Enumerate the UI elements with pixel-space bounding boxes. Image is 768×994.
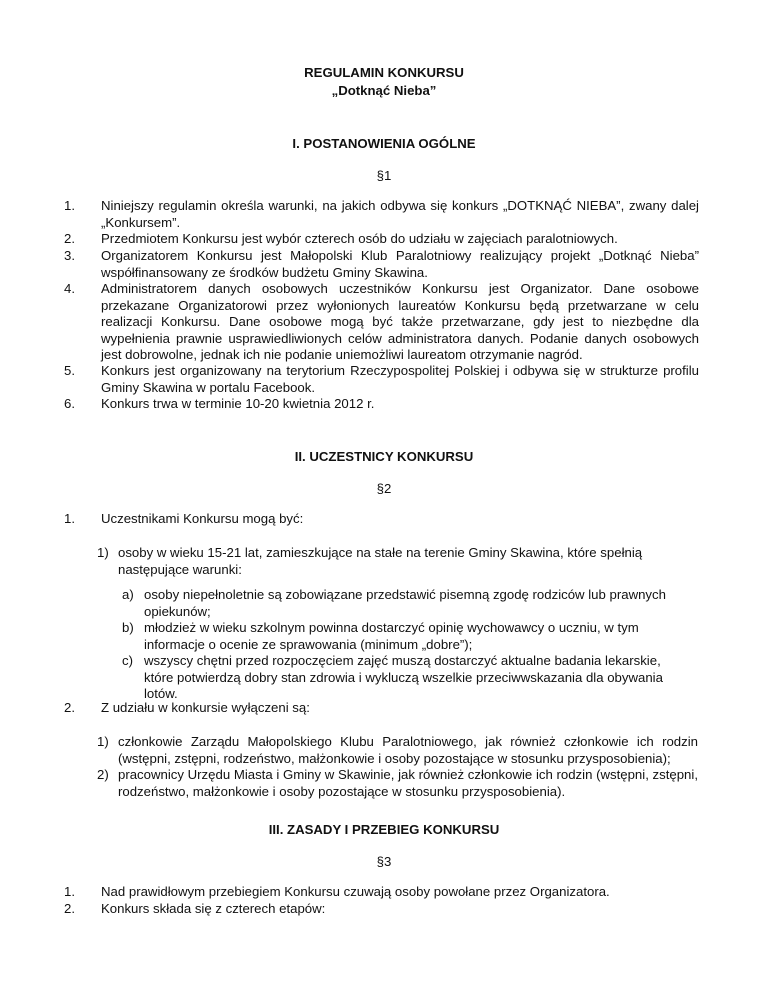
sub-list-number: 1) xyxy=(97,734,109,749)
letter-text: młodzież w wieku szkolnym powinna dostarczyć opinię wychowawcy o uczniu, w tym informacje o ocenie ze sprawowania (minimum „dobre”); xyxy=(144,620,639,652)
list-text: Uczestnikami Konkursu mogą być: xyxy=(101,511,304,526)
sub-list-item xyxy=(97,545,643,578)
document-subtitle: „Dotknąć Nieba” xyxy=(331,83,437,98)
section-2-paragraph-mark: §2 xyxy=(376,481,392,496)
list-text: Konkurs trwa w terminie 10-20 kwietnia 2012 r. xyxy=(101,396,375,411)
document-title: REGULAMIN KONKURSU xyxy=(304,65,464,80)
sub-list-text: członkowie Zarządu Małopolskiego Klubu Paralotniowego, jak również członkowie ich rodzin (wstępni, zstępni, rodzeństwo, małżonkowie i osoby pozostające w stosunku przysposobienia); xyxy=(118,734,698,766)
section-1-paragraph-mark: §1 xyxy=(376,168,392,183)
sub-list-text: osoby w wieku 15-21 lat, zamieszkujące na stałe na terenie Gminy Skawina, które spełnią następujące warunki: xyxy=(118,545,643,577)
sub-list-item xyxy=(97,767,698,800)
letter-text: osoby niepełnoletnie są zobowiązane przedstawić pisemną zgodę rodziców lub prawnych opiekunów; xyxy=(144,587,666,619)
letter-marker: b) xyxy=(122,620,134,635)
list-number: 2. xyxy=(64,231,75,246)
list-text: Konkurs jest organizowany na terytorium Rzeczypospolitej Polskiej i odbywa się w strukturze profilu Gminy Skawina w portalu Facebook. xyxy=(101,363,699,395)
list-text: Niniejszy regulamin określa warunki, na jakich odbywa się konkurs „DOTKNĄĆ NIEBA”, zwany dalej „Konkursem”. xyxy=(101,198,699,230)
letter-item xyxy=(122,620,684,653)
section-2-heading: II. UCZESTNICY KONKURSU xyxy=(294,449,474,464)
list-number: 2. xyxy=(64,901,75,916)
list-item xyxy=(64,884,699,901)
section-3-paragraph-mark: §3 xyxy=(376,854,392,869)
sub-list-number: 2) xyxy=(97,767,109,782)
list-number: 1. xyxy=(64,198,75,213)
list-number: 6. xyxy=(64,396,75,411)
list-item xyxy=(64,363,699,396)
list-number: 1. xyxy=(64,511,75,526)
list-item xyxy=(64,281,699,364)
list-number: 2. xyxy=(64,700,75,715)
letter-marker: a) xyxy=(122,587,134,602)
list-text: Konkurs składa się z czterech etapów: xyxy=(101,901,326,916)
list-text: Nad prawidłowym przebiegiem Konkursu czuwają osoby powołane przez Organizatora. xyxy=(101,884,610,899)
list-text: Administratorem danych osobowych uczestników Konkursu jest Organizator. Dane osobowe przekazane Organizatorowi przez wyłonionych laureatów Konkursu będą przetwarzane w celu realizacji Konkursu. Dane osobowe mogą być także przetwarzane, gdy jest to niezbędne dla wypełnienia prawnie usprawiedliwionych celów administratora danych. Podanie danych osobowych jest dobrowolne, jednak ich nie podanie uniemożliwi laureatom otrzymanie nagród. xyxy=(101,281,699,362)
sub-list-number: 1) xyxy=(97,545,109,560)
list-item xyxy=(64,700,699,717)
list-text: Organizatorem Konkursu jest Małopolski Klub Paralotniowy realizujący projekt „Dotknąć Nieba” współfinansowany ze środków budżetu Gminy Skawina. xyxy=(101,248,699,280)
list-item xyxy=(64,198,699,231)
sub-list-item xyxy=(97,734,698,767)
list-number: 4. xyxy=(64,281,75,296)
sub-list-text: pracownicy Urzędu Miasta i Gminy w Skawinie, jak również członkowie ich rodzin (wstępni, zstępni, rodzeństwo, małżonkowie i osoby pozostające w stosunku przysposobienia). xyxy=(118,767,698,799)
letter-marker: c) xyxy=(122,653,133,668)
list-item xyxy=(64,231,699,248)
letter-item xyxy=(122,587,684,620)
list-item xyxy=(64,396,699,413)
section-3-heading: III. ZASADY I PRZEBIEG KONKURSU xyxy=(268,822,500,837)
list-number: 3. xyxy=(64,248,75,263)
list-item xyxy=(64,248,699,281)
letter-text: wszyscy chętni przed rozpoczęciem zajęć muszą dostarczyć aktualne badania lekarskie, które potwierdzą dobry stan zdrowia i wykluczą wszelkie przeciwwskazania dla obywania lotów. xyxy=(144,653,663,701)
list-number: 1. xyxy=(64,884,75,899)
list-text: Przedmiotem Konkursu jest wybór czterech osób do udziału w zajęciach paralotniowych. xyxy=(101,231,618,246)
list-item xyxy=(64,901,699,918)
section-1-heading: I. POSTANOWIENIA OGÓLNE xyxy=(292,136,476,151)
list-item xyxy=(64,511,699,528)
letter-item xyxy=(122,653,684,703)
list-text: Z udziału w konkursie wyłączeni są: xyxy=(101,700,310,715)
list-number: 5. xyxy=(64,363,75,378)
